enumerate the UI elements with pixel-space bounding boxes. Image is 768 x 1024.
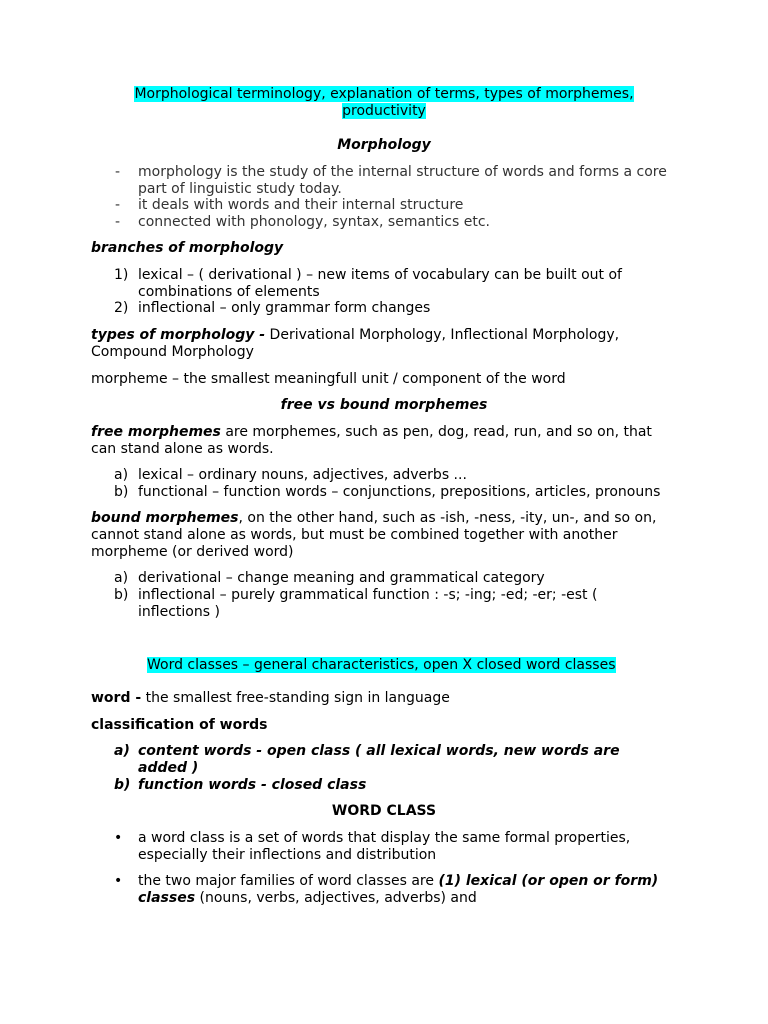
section-title-line1: Morphological terminology, explanation of terms, types of morphemes, (134, 86, 634, 102)
list-item: it deals with words and their internal structure (138, 197, 464, 213)
free-label: free morphemes (91, 424, 221, 440)
letter-marker: b) (114, 484, 129, 500)
list-item: content words - open class ( all lexical words, new words are added ) (138, 743, 620, 776)
letter-marker: a) (114, 467, 129, 483)
bullet-pre: the two major families of word classes are (138, 873, 439, 889)
list-item: a word class is a set of words that display the same formal properties, especially their inflections and distribution (138, 830, 631, 863)
classification-heading: classification of words (91, 717, 268, 733)
branches-heading: branches of morphology (91, 240, 284, 256)
word-label: word - (91, 690, 142, 706)
bound-text: , on the other hand, such as -ish, -ness, -ity, un-, and so on, cannot stand alone as words, but must be combined together with another morpheme (or derived word) (91, 510, 657, 560)
section2-title-text: Word classes – general characteristics, open X closed word classes (147, 657, 616, 673)
free-text: are morphemes, such as pen, dog, read, run, and so on, that can stand alone as words. (91, 424, 652, 457)
list-item: derivational – change meaning and grammatical category (138, 570, 545, 586)
bound-label: bound morphemes (91, 510, 239, 526)
letter-marker: a) (114, 570, 129, 586)
list-item: functional – function words – conjunctions, prepositions, articles, pronouns (138, 484, 661, 500)
bullet-marker: • (114, 873, 123, 889)
types-label: types of morphology - (91, 327, 266, 343)
bullet-marker: • (114, 830, 123, 846)
section-title (0, 86, 768, 120)
list-item (138, 873, 678, 907)
list-item: lexical – ( derivational ) – new items of vocabulary can be built out of combinations of elements (138, 267, 622, 300)
section2-title (147, 657, 616, 674)
dash-marker: - (115, 164, 121, 180)
list-item: inflectional – only grammar form changes (138, 300, 431, 316)
dash-marker: - (115, 197, 121, 213)
bullet-bold: (1) lexical (or open or form) classes (138, 873, 659, 906)
word-definition (91, 690, 450, 707)
bullet-post: (nouns, verbs, adjectives, adverbs) and (195, 890, 477, 906)
number-marker: 1) (114, 267, 129, 283)
types-paragraph (91, 327, 671, 361)
free-morphemes-paragraph (91, 424, 671, 458)
word-class-heading: WORD CLASS (331, 803, 437, 819)
list-item: function words - closed class (138, 777, 367, 793)
free-vs-bound-heading: free vs bound morphemes (280, 397, 488, 413)
list-item: morphology is the study of the internal structure of words and forms a core part of linguistic study today. (138, 164, 667, 197)
letter-marker: b) (114, 777, 131, 793)
number-marker: 2) (114, 300, 129, 316)
letter-marker: a) (114, 743, 130, 759)
list-item: connected with phonology, syntax, semantics etc. (138, 214, 490, 230)
types-text: Derivational Morphology, Inflectional Morphology, Compound Morphology (91, 327, 620, 360)
morpheme-definition: morpheme – the smallest meaningfull unit / component of the word (91, 371, 566, 387)
dash-marker: - (115, 214, 121, 230)
word-text: the smallest free-standing sign in language (141, 690, 450, 706)
letter-marker: b) (114, 587, 129, 603)
list-item: lexical – ordinary nouns, adjectives, adverbs ... (138, 467, 467, 483)
bound-morphemes-paragraph (91, 510, 671, 561)
section-title-line2: productivity (342, 103, 426, 119)
morphology-subtitle: Morphology (337, 137, 431, 153)
list-item: inflectional – purely grammatical function : -s; -ing; -ed; -er; -est ( inflections ) (138, 587, 598, 620)
